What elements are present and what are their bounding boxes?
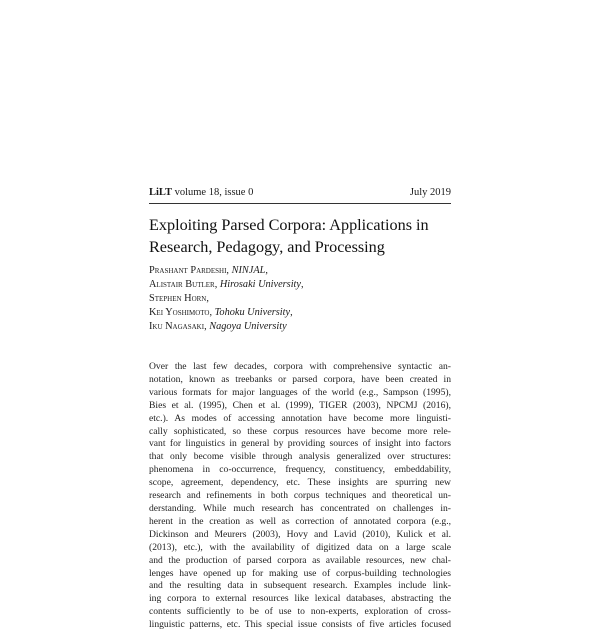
abstract-line: contents sufficiently to be of use to non-experts, exploration of cross- (149, 606, 451, 618)
title-line: Research, Pedagogy, and Processing (149, 238, 385, 256)
author-affiliation: NINJAL (231, 265, 266, 276)
author-terminator: , (206, 293, 209, 304)
volume-issue: volume 18, issue 0 (171, 187, 254, 198)
title-line: Exploiting Parsed Corpora: Applications in (149, 216, 429, 234)
author-separator: , (214, 279, 220, 290)
abstract-line: Dickinson and Meurers (2003), Hovy and Lavid (2010), Kulick et al. (149, 528, 451, 540)
author-entry (149, 320, 449, 334)
author-entry (149, 306, 449, 320)
abstract-line: Over the last few decades, corpora with comprehensive syntactic an- (149, 361, 451, 372)
journal-name: LiLT (149, 187, 172, 198)
abstract-line: phenomena in co-occurrence, frequency, constituency, embeddability, (149, 464, 451, 476)
author-separator: , (209, 307, 215, 318)
abstract-line: (2013), etc.), with the availability of digitized data on a large scale (149, 541, 451, 553)
abstract-line: Bies et al. (1995), Chen et al. (1999), TIGER (2003), NPCMJ (2016), (149, 399, 451, 411)
publication-date: July 2019 (409, 187, 451, 198)
author-separator: , (226, 265, 232, 276)
author-name: Alistair Butler (149, 279, 215, 290)
abstract-line: herent in the creation as well as correction of annotated corpora (e.g., (149, 515, 451, 527)
author-name: Iku Nagasaki (149, 321, 205, 332)
author-affiliation: Hirosaki University (219, 279, 301, 290)
author-separator: , (204, 321, 210, 332)
abstract-line: and the production of parsed corpora as available resources, new chal- (149, 554, 451, 566)
abstract-body (149, 361, 451, 632)
abstract-line: cally sophisticated, so these corpus resources have become more rele- (149, 425, 451, 437)
author-entry (149, 278, 449, 292)
abstract-line: vant for linguistics in general by providing sources of insight into factors (149, 438, 451, 450)
header-rule (149, 203, 451, 204)
author-list (149, 264, 449, 334)
journal-header (149, 187, 451, 203)
author-affiliation: Tohoku University (214, 307, 291, 318)
abstract-line: various formats for major languages of the world (e.g., Sampson (1995), (149, 386, 451, 398)
abstract-line: lenges have opened up for making use of corpus-building technologies (149, 567, 451, 579)
abstract-line: linguistic patterns, etc. This special issue consists of five articles focused (149, 619, 451, 631)
author-affiliation: Nagoya University (209, 321, 287, 332)
author-name: Prashant Pardeshi (149, 265, 227, 276)
author-name: Stephen Horn (149, 293, 207, 304)
author-entry (149, 292, 449, 306)
paper-title (149, 214, 449, 258)
author-terminator: , (265, 265, 268, 276)
author-terminator: , (300, 279, 304, 290)
abstract-line: notation, known as treebanks or parsed corpora, have been created in (149, 373, 451, 385)
abstract-line: ing corpora to external resources like lexical databases, abstracting the (149, 593, 451, 605)
abstract-line: scope, agreement, dependency, etc. These insights are spurring new (149, 477, 451, 489)
abstract-line: derstanding. While much research has concentrated on challenges in- (149, 502, 451, 514)
abstract-line: and the resulting data in subsequent research. Examples include link- (149, 580, 451, 592)
author-name: Kei Yoshimoto (149, 307, 210, 318)
abstract-line: etc.). As modes of accessing annotation have become more linguisti- (149, 412, 451, 424)
abstract-line: that only become visible through analysis generalized over structures: (149, 451, 451, 463)
abstract-line: research and refinements in both corpus techniques and theoretical un- (149, 490, 451, 502)
journal-info (149, 187, 253, 198)
author-terminator: , (290, 307, 293, 318)
author-entry (149, 264, 449, 278)
